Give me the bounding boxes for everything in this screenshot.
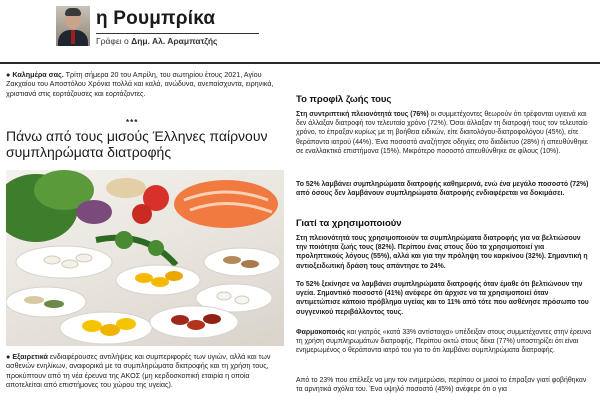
pill — [235, 296, 249, 304]
paragraph-start: Το 52% ξεκίνησε να λαμβάνει συμπληρώματα διατροφής όταν έμαθε ότι βελτιώνουν την υγεία. Σημαντικό ποσοστό (41%) ανέφερε ότι άρχισε να τα χρησιμοποιεί όταν αντιμετώπισε κάποιο πρόβλημα υγείας και το 11% από τότε που ασθένησε πρόσωπο του συγγενικού περιβάλλοντος τους. — [296, 281, 589, 316]
column-byline — [96, 36, 217, 46]
paragraph-profile — [296, 110, 592, 156]
pill — [217, 292, 231, 300]
supplements-illustration — [6, 170, 284, 346]
gold-capsule — [135, 273, 153, 283]
red-capsule — [203, 314, 221, 324]
column-title-rule — [96, 33, 259, 34]
section-divider — [0, 62, 600, 64]
paragraph-reasons: Στη πλειονότητά τους χρησιμοποιούν τα συμπληρώματα διατροφής για να βελτιώσουν την ποιότητα ζωής τους (82%). Περίπου ένας στους δύο τα χρησιμοποιεί για προληπτικούς λόγους (55%), αλλά και για την πρόληψη του καρκίνου (32%). Σημαντική η αντιοξειδωτική δράση τους απάντησε το 24%. — [296, 235, 588, 270]
bottom-text: ενδιαφέρουσες αντιλήψεις και συμπεριφορές των υγιών, αλλά και των ασθενών ενηλίκων, αναφορικά με τα συμπληρώματα διατροφής και τη χρήση τους, προκύπτουν από τη νέα έρευνα της ΑΚΟΣ (μη κερδοσκοπική εταιρία η οποία αποτελείται από επιστήμονες του χώρου της υγείας). — [6, 352, 271, 390]
gold-capsule — [165, 271, 183, 281]
paragraph-profile-text: οι συμμετέχοντες θεωρούν ότι τρέφονται υγιεινά και δεν άλλαξαν διατροφή τον τελευταίο χρόνο (72%). Όσοι άλλαξαν τη διατροφή τους τον τελευταίο χρόνο, το έπραξαν κυρίως με τη βοήθεια ειδικών, είτε διαιτολόγου-διατροφολόγου (45%), είτε θεράποντα ιατρού (44%). Ένα ποσοστό αναζήτησε οδηγίες στο διαδίκτυο (28%) ή απευθύνθηκε σε εναλλακτικό επιστήμονα (15%). Μικρότερο ποσοστό απευθύνθηκε σε φίλους (10%). — [296, 111, 588, 155]
byline-prefix: Γράφει ο — [96, 36, 129, 46]
red-onion — [76, 200, 112, 224]
bowl-brown-tablets — [204, 248, 280, 276]
parsley-leaf — [148, 240, 164, 256]
article-headline: Πάνω από τους μισούς Έλληνες παίρνουν συμπληρώματα διατροφής — [6, 128, 268, 160]
section-heading-profile: Το προφίλ ζωής τους — [296, 94, 392, 105]
softgel — [116, 318, 136, 330]
paragraph-pharmacist — [296, 328, 592, 356]
intro-text: Τρίτη σήμερα 20 του Απρίλη, του σωτηρίου έτους 2021, Αγίου Ζακχαίου του Αποστόλου Χρόνια πολλά και καλά, ανώδυνα, ανεπαίσχυντα, ειρηνικά, χριστιανά στις εορτάζουσες και εορτάζοντες. — [6, 70, 274, 98]
capsule — [24, 296, 44, 304]
bottom-paragraph — [6, 352, 284, 390]
paragraph-profile-lead: Στη συντριπτική πλειονότητά τους (76%) — [296, 111, 429, 118]
paragraph-daily-use: Το 52% λαμβάνει συμπληρώματα διατροφής καθημερινά, ενώ ένα μεγάλο ποσοστό (72%) από όσους δεν λαμβάνουν συμπληρώματα διατροφής ενδιαφέρεται να δοκιμάσει. — [296, 181, 589, 198]
garlic — [106, 178, 146, 198]
bottom-lead: Εξαιρετικά — [12, 352, 48, 361]
paragraph-pharmacist-text: και γιατρός «κατά 33% αντίστοιχα» υπέδειξαν στους συμμετέχοντες στην έρευνα τη χρήση συμπληρωμάτων διατροφής. Περίπου οκτώ στους δέκα (77%) υποστηρίζει ότι είναι ενημερωμένος ο θεράποντα ιατρό του για το ότι λαμβάνει συμπληρώματα διατροφής. — [296, 329, 592, 355]
bullet-icon: ● — [6, 70, 13, 79]
softgel — [82, 320, 102, 332]
supplements-photo — [6, 170, 284, 346]
intro-lead: Καλημέρα σας. — [12, 70, 64, 79]
tablet — [76, 254, 92, 262]
red-capsule — [171, 315, 189, 325]
author-portrait — [56, 6, 90, 46]
byline-author: Δημ. Αλ. Αραμπατζής — [131, 36, 218, 46]
intro-paragraph — [6, 70, 282, 98]
tablet — [44, 256, 60, 264]
brown-tablet — [241, 260, 259, 268]
paragraph-pharmacist-lead: Φαρμακοποιός — [296, 329, 346, 336]
tomato — [132, 204, 152, 224]
separator: *** — [126, 118, 139, 127]
paragraph-informing: Από το 23% που επέλεξε να μην τον ενημερώσει, περίπου οι μισοί το έπραξαν γιατί φοβήθηκαν τα αρνητικά σχόλια του. Ένα υψηλό ποσοστό (45%) ανέφερε ότι ο για — [296, 377, 587, 394]
bullet-icon: ● — [6, 352, 13, 361]
capsule — [44, 300, 64, 308]
red-capsule — [187, 320, 205, 330]
portrait-tie — [71, 30, 75, 44]
column-title: η Ρουμπρίκα — [96, 8, 216, 29]
portrait-hair — [65, 8, 81, 16]
tablet — [62, 260, 78, 268]
brown-tablet — [223, 256, 241, 264]
parsley-leaf — [115, 231, 133, 249]
section-heading-why: Γιατί τα χρησιμοποιούν — [296, 218, 402, 229]
